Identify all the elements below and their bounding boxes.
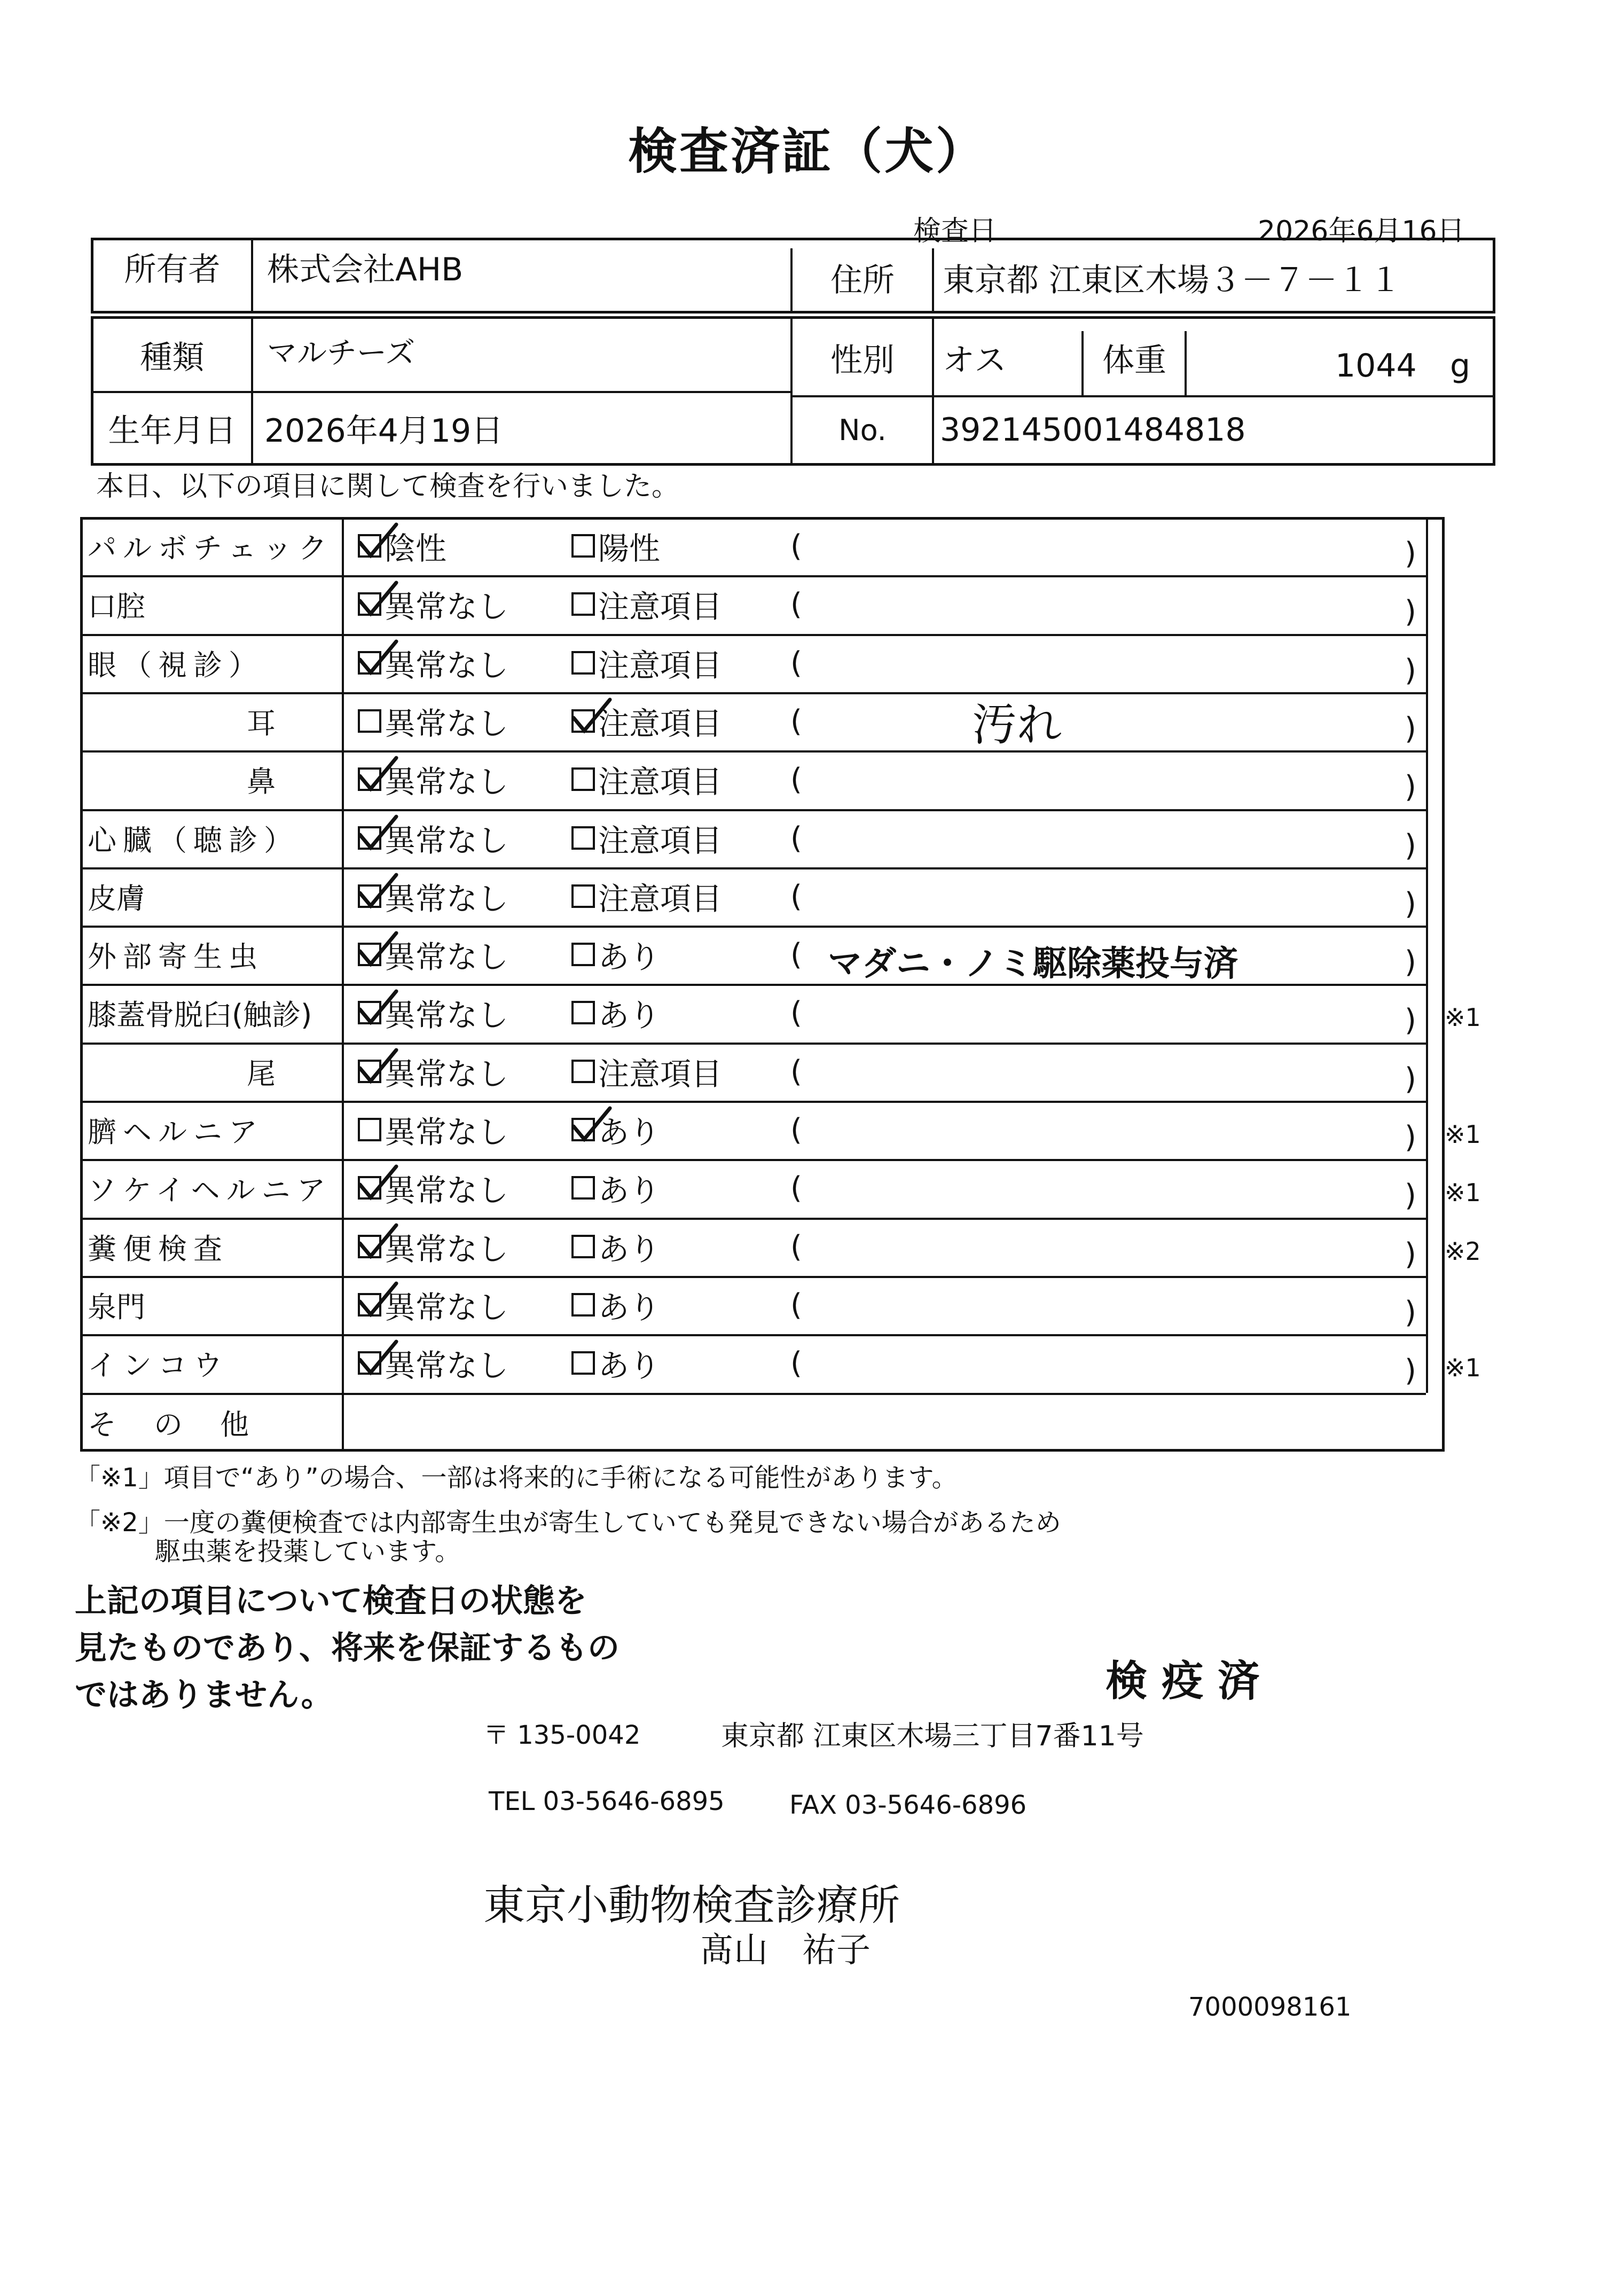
checkbox-normal[interactable] xyxy=(358,826,381,850)
side-note-mark: ※1 xyxy=(1445,1178,1481,1207)
exam-row-label: 心臓（聴診） xyxy=(88,823,299,857)
option-attention[interactable] xyxy=(571,575,722,633)
option-normal[interactable] xyxy=(358,634,508,692)
checkbox-attention[interactable] xyxy=(571,1060,595,1083)
option-attention-label: 注意項目 xyxy=(598,706,723,742)
option-attention[interactable] xyxy=(571,809,722,867)
checkbox-attention[interactable] xyxy=(571,592,595,616)
option-normal-label: 異常なし xyxy=(385,881,509,917)
option-attention[interactable] xyxy=(571,1218,660,1275)
checkbox-attention[interactable] xyxy=(571,826,595,850)
paren-open: ( xyxy=(790,937,802,972)
exam-row xyxy=(80,1159,1527,1217)
breed-label: 種類 xyxy=(140,339,205,377)
checkbox-normal[interactable] xyxy=(358,592,381,616)
exam-row-label: ソケイヘルニア xyxy=(88,1173,332,1207)
checkbox-normal[interactable] xyxy=(358,651,381,675)
option-attention[interactable] xyxy=(571,984,660,1041)
checkbox-attention[interactable] xyxy=(571,767,595,791)
disclaimer-line-2: 見たものであり、将来を保証するもの xyxy=(75,1629,620,1667)
checkmark-icon xyxy=(357,756,399,793)
option-normal[interactable] xyxy=(358,750,508,808)
checkbox-normal[interactable] xyxy=(358,1001,381,1024)
clinic-tel: TEL 03-5646-6895 xyxy=(489,1786,725,1816)
postal-code: 〒 135-0042 xyxy=(483,1720,641,1750)
footnote-2b: 駆虫薬を投薬しています。 xyxy=(155,1537,461,1566)
option-normal[interactable] xyxy=(358,575,508,633)
exam-row-label: 泉門 xyxy=(88,1290,145,1324)
paren-open: ( xyxy=(790,1054,802,1089)
exam-row-label: 膝蓋骨脱臼(触診) xyxy=(88,998,312,1032)
weight-label: 体重 xyxy=(1102,342,1166,379)
checkbox-attention[interactable] xyxy=(571,534,595,558)
exam-row-label: 皮膚 xyxy=(88,881,145,915)
owner-label: 所有者 xyxy=(124,251,221,288)
checkbox-attention[interactable] xyxy=(571,1293,595,1317)
option-attention-label: 陽性 xyxy=(598,530,661,567)
option-normal-label: 異常なし xyxy=(385,1172,509,1209)
paren-close: ) xyxy=(1405,1353,1416,1388)
option-attention[interactable] xyxy=(571,634,722,692)
doctor-name: 髙山 祐子 xyxy=(700,1931,871,1970)
no-label: No. xyxy=(838,413,887,447)
option-attention[interactable] xyxy=(571,1043,722,1100)
checkbox-attention[interactable] xyxy=(571,1176,595,1200)
checkmark-icon xyxy=(357,1223,399,1260)
checkbox-normal[interactable] xyxy=(358,1060,381,1083)
option-normal[interactable] xyxy=(358,926,508,983)
checkbox-attention[interactable] xyxy=(571,884,595,908)
option-attention[interactable] xyxy=(571,1101,660,1158)
option-normal[interactable] xyxy=(358,1043,508,1100)
paren-close: ) xyxy=(1405,594,1416,629)
option-attention-label: あり xyxy=(598,1231,661,1267)
clinic-fax: FAX 03-5646-6896 xyxy=(789,1790,1027,1820)
option-attention[interactable] xyxy=(571,1334,660,1392)
side-note-mark: ※1 xyxy=(1445,1353,1481,1382)
side-note-mark: ※1 xyxy=(1445,1120,1481,1149)
birth-value: 2026年4月19日 xyxy=(264,412,504,450)
paren-close: ) xyxy=(1405,711,1416,746)
paren-close: ) xyxy=(1405,1236,1416,1272)
checkmark-icon xyxy=(357,814,399,852)
paren-close: ) xyxy=(1405,886,1416,921)
other-label: その他 xyxy=(88,1407,286,1441)
paren-open: ( xyxy=(790,645,802,680)
option-attention[interactable] xyxy=(571,926,660,983)
exam-date-label: 検査日 xyxy=(913,215,997,247)
disclaimer-line-3: ではありません。 xyxy=(75,1676,333,1714)
paren-open: ( xyxy=(790,879,802,914)
checkbox-normal[interactable] xyxy=(358,534,381,558)
clinic-address: 東京都 江東区木場三丁目7番11号 xyxy=(721,1720,1144,1752)
paren-open: ( xyxy=(790,1287,802,1322)
paren-close: ) xyxy=(1405,769,1416,804)
option-normal[interactable] xyxy=(358,1101,508,1158)
checkmark-icon xyxy=(570,698,613,735)
checkbox-normal[interactable] xyxy=(358,1293,381,1317)
birth-label: 生年月日 xyxy=(108,412,237,450)
checkbox-normal[interactable] xyxy=(358,1118,381,1141)
exam-row xyxy=(80,809,1527,867)
checkbox-normal[interactable] xyxy=(358,943,381,966)
paren-close: ) xyxy=(1405,536,1416,571)
option-attention-label: あり xyxy=(598,1114,661,1150)
inspected-stamp: 検 疫 済 xyxy=(1106,1657,1260,1705)
option-normal[interactable] xyxy=(358,1334,508,1392)
paren-close: ) xyxy=(1405,1119,1416,1155)
option-normal-label: 陰性 xyxy=(385,530,447,567)
option-normal-label: 異常なし xyxy=(385,589,509,625)
paren-open: ( xyxy=(790,528,802,563)
option-normal-label: 異常なし xyxy=(385,939,509,975)
checkmark-icon xyxy=(357,1281,399,1319)
option-normal-label: 異常なし xyxy=(385,1231,509,1267)
option-attention[interactable] xyxy=(571,692,722,750)
exam-row xyxy=(80,1334,1527,1392)
exam-row xyxy=(80,750,1527,808)
weight-unit: g xyxy=(1450,347,1471,385)
checkmark-icon xyxy=(357,1339,399,1377)
footnote-2a: 「※2」一度の糞便検査では内部寄生虫が寄生していても発見できない場合があるため xyxy=(75,1508,1061,1538)
checkmark-icon xyxy=(357,931,399,968)
paren-open: ( xyxy=(790,1112,802,1147)
clinic-name: 東京小動物検査診療所 xyxy=(483,1882,900,1930)
option-normal[interactable] xyxy=(358,1218,508,1275)
footnote-1: 「※1」項目で“あり”の場合、一部は将来的に手術になる可能性があります。 xyxy=(75,1463,958,1493)
exam-row-label: 糞便検査 xyxy=(88,1232,229,1266)
other-row-label xyxy=(80,1393,342,1452)
document-number: 7000098161 xyxy=(1188,1992,1352,2022)
checkbox-normal[interactable] xyxy=(358,767,381,791)
option-attention[interactable] xyxy=(571,517,660,575)
paren-close: ) xyxy=(1405,828,1416,863)
checkbox-attention[interactable] xyxy=(571,651,595,675)
paren-open: ( xyxy=(790,1229,802,1264)
intro-text: 本日、以下の項目に関して検査を行いました。 xyxy=(96,471,680,503)
option-attention-label: 注意項目 xyxy=(598,589,723,625)
paren-close: ) xyxy=(1405,1002,1416,1038)
option-normal-label: 異常なし xyxy=(385,647,509,684)
checkbox-attention[interactable] xyxy=(571,1118,595,1141)
exam-date-value: 2026年6月16日 xyxy=(1258,215,1465,247)
option-normal[interactable] xyxy=(358,692,508,750)
checkbox-normal[interactable] xyxy=(358,1351,381,1375)
option-attention-label: 注意項目 xyxy=(598,764,723,800)
checkmark-icon xyxy=(357,989,399,1026)
exam-row-label: 眼（視診） xyxy=(88,648,264,682)
checkmark-icon xyxy=(357,873,399,910)
option-normal-label: 異常なし xyxy=(385,997,509,1033)
option-attention-label: 注意項目 xyxy=(598,1056,723,1092)
checkmark-icon xyxy=(357,1164,399,1202)
exam-row xyxy=(80,692,1527,750)
exam-row xyxy=(80,926,1527,983)
paren-open: ( xyxy=(790,1170,802,1205)
option-normal[interactable] xyxy=(358,1276,508,1334)
option-attention-label: 注意項目 xyxy=(598,822,723,859)
checkmark-icon xyxy=(570,1106,613,1143)
checkbox-attention[interactable] xyxy=(571,1235,595,1258)
exam-row-label: 耳 xyxy=(247,706,276,740)
exam-row xyxy=(80,1218,1527,1275)
option-attention-label: あり xyxy=(598,1347,661,1384)
sex-value: オス xyxy=(943,342,1007,379)
checkbox-attention[interactable] xyxy=(571,1351,595,1375)
option-normal[interactable] xyxy=(358,984,508,1041)
side-note-mark: ※2 xyxy=(1445,1237,1481,1266)
option-normal[interactable] xyxy=(358,867,508,925)
exam-row xyxy=(80,517,1527,575)
checkbox-attention[interactable] xyxy=(571,943,595,966)
paren-open: ( xyxy=(790,820,802,856)
paren-close: ) xyxy=(1405,1295,1416,1330)
option-attention-label: 注意項目 xyxy=(598,647,723,684)
checkbox-normal[interactable] xyxy=(358,709,381,733)
owner-value: 株式会社AHB xyxy=(267,251,464,288)
paren-close: ) xyxy=(1405,944,1416,979)
exam-row xyxy=(80,575,1527,633)
option-attention[interactable] xyxy=(571,1159,660,1217)
exam-row xyxy=(80,984,1527,1041)
option-attention-label: あり xyxy=(598,1289,661,1326)
no-value: 392145001484818 xyxy=(940,411,1246,449)
paren-open: ( xyxy=(790,703,802,739)
checkmark-icon xyxy=(357,581,399,618)
exam-row-label: インコウ xyxy=(88,1348,229,1382)
option-attention-label: あり xyxy=(598,997,661,1033)
exam-row xyxy=(80,1276,1527,1334)
option-normal-label: 異常なし xyxy=(385,1347,509,1384)
option-attention-label: あり xyxy=(598,939,661,975)
paren-close: ) xyxy=(1405,653,1416,688)
paren-open: ( xyxy=(790,995,802,1030)
exam-row-label: 外部寄生虫 xyxy=(88,939,264,974)
exam-row xyxy=(80,1101,1527,1158)
option-normal[interactable] xyxy=(358,809,508,867)
checkbox-attention[interactable] xyxy=(571,1001,595,1024)
exam-row-label: パルボチェック xyxy=(88,531,334,565)
document-title: 検査済証（犬） xyxy=(628,123,987,180)
side-note-mark: ※1 xyxy=(1445,1003,1481,1032)
sex-label: 性別 xyxy=(830,342,895,379)
address-value: 東京都 江東区木場３－７－１１ xyxy=(943,262,1402,299)
option-normal-label: 異常なし xyxy=(385,1289,509,1326)
option-attention[interactable] xyxy=(571,1276,660,1334)
option-normal-label: 異常なし xyxy=(385,764,509,800)
handwritten-note: マダニ・ノミ駆除薬投与済 xyxy=(828,944,1238,984)
exam-row-label: 鼻 xyxy=(247,764,276,798)
handwritten-note: 汚れ xyxy=(972,698,1062,751)
option-normal[interactable] xyxy=(358,1159,508,1217)
exam-row xyxy=(80,1043,1527,1100)
weight-value: 1044 xyxy=(1335,347,1417,385)
exam-row xyxy=(80,634,1527,692)
exam-row xyxy=(80,867,1527,925)
option-attention[interactable] xyxy=(571,867,722,925)
option-attention[interactable] xyxy=(571,750,722,808)
breed-value: マルチーズ xyxy=(267,336,415,371)
option-attention-label: あり xyxy=(598,1172,661,1209)
exam-row-label: 尾 xyxy=(247,1056,276,1091)
exam-row-label: 口腔 xyxy=(88,589,145,623)
option-normal-label: 異常なし xyxy=(385,822,509,859)
option-normal[interactable] xyxy=(358,517,446,575)
paren-close: ) xyxy=(1405,1061,1416,1096)
checkmark-icon xyxy=(357,639,399,677)
exam-table xyxy=(80,517,1481,1452)
checkbox-normal[interactable] xyxy=(358,884,381,908)
paren-open: ( xyxy=(790,1345,802,1381)
option-normal-label: 異常なし xyxy=(385,1114,509,1150)
paren-open: ( xyxy=(790,586,802,622)
paren-open: ( xyxy=(790,762,802,797)
disclaimer-line-1: 上記の項目について検査日の状態を xyxy=(75,1582,587,1620)
checkmark-icon xyxy=(357,1048,399,1085)
checkbox-attention[interactable] xyxy=(571,709,595,733)
option-normal-label: 異常なし xyxy=(385,1056,509,1092)
paren-close: ) xyxy=(1405,1178,1416,1213)
address-label: 住所 xyxy=(830,262,895,299)
exam-row-label: 臍ヘルニア xyxy=(88,1115,264,1149)
option-attention-label: 注意項目 xyxy=(598,881,723,917)
checkbox-normal[interactable] xyxy=(358,1235,381,1258)
checkmark-icon xyxy=(357,522,399,560)
option-normal-label: 異常なし xyxy=(385,706,509,742)
checkbox-normal[interactable] xyxy=(358,1176,381,1200)
